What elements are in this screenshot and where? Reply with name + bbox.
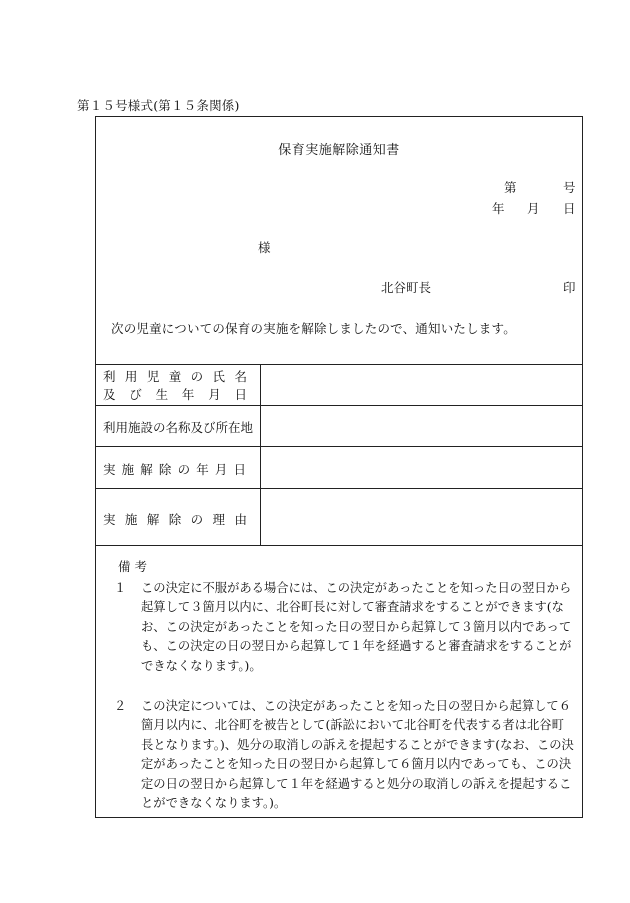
label-char: 及: [103, 387, 116, 402]
date-month: 月: [527, 201, 540, 216]
table-row-divider: [96, 405, 582, 406]
label-child-name-birthdate: [96, 367, 260, 403]
label-char: 月: [214, 462, 228, 477]
form-number: 第１５号様式(第１５条関係): [77, 98, 240, 113]
remark-item: [114, 697, 576, 813]
table-row-divider: [96, 446, 582, 447]
label-char: 月: [208, 387, 221, 402]
label-char: 日: [234, 387, 247, 402]
label-char: び: [129, 387, 142, 402]
label-chars: [103, 460, 246, 478]
label-char: 除: [158, 462, 172, 477]
label-char: 施: [124, 512, 138, 527]
remark-text: この決定に不服がある場合には、この決定があったことを知った日の翌日から起算して３箇月以内に、北谷町長に対して審査請求をすることができます(なお、この決定があったことを知った日の翌日から起算して３箇月以内であっても、この決定の日の翌日から起算して１年を経過すると審査請求をすることができなくなります。)。: [141, 581, 572, 673]
label-char: 理: [212, 512, 226, 527]
document-title: 保育実施解除通知書: [278, 143, 400, 158]
label-char: 由: [234, 512, 247, 527]
label-chars: [103, 510, 253, 528]
remark-number: ２: [114, 699, 127, 713]
label-char: の: [177, 462, 191, 477]
remarks-title: 備 考: [118, 559, 147, 574]
label-char: 施: [121, 462, 135, 477]
value-facility-name-address[interactable]: [261, 407, 582, 445]
doc-number-suffix: 号: [563, 180, 576, 195]
addressee-suffix: 様: [258, 240, 271, 255]
label-line-1: [103, 367, 253, 385]
label-char: 利: [103, 369, 116, 384]
label-char: 年: [196, 462, 209, 477]
date-year: 年: [492, 201, 505, 216]
label-facility-name-address: 利用施設の名称及び所在地: [103, 420, 254, 435]
label-char: 実: [103, 462, 116, 477]
label-char: 日: [233, 462, 246, 477]
label-char: 用: [124, 369, 138, 384]
notice-text: 次の児童についての保育の実施を解除しましたので、通知いたします。: [111, 321, 516, 336]
doc-number-prefix: 第: [504, 180, 517, 195]
label-char: 童: [168, 369, 182, 384]
seal-mark: 印: [563, 280, 576, 295]
table-top-border: [96, 364, 582, 365]
label-char: 解: [140, 462, 153, 477]
label-char: 名: [234, 369, 247, 384]
date-day: 日: [563, 201, 576, 216]
label-char: の: [190, 512, 204, 527]
label-char: 氏: [212, 369, 226, 384]
label-char: の: [190, 369, 204, 384]
label-termination-date: [96, 460, 260, 478]
label-char: 解: [146, 512, 160, 527]
value-termination-date[interactable]: [261, 448, 582, 487]
label-char: 除: [168, 512, 182, 527]
label-char: 年: [181, 387, 195, 402]
label-char: 実: [103, 512, 116, 527]
table-row-divider: [96, 488, 582, 489]
remark-number: １: [114, 581, 127, 595]
label-line-2: [103, 385, 253, 403]
notice-form-frame: [95, 116, 583, 818]
table-bottom-border: [96, 545, 582, 546]
label-char: 児: [146, 369, 160, 384]
remark-item: [114, 579, 576, 676]
value-termination-reason[interactable]: [261, 490, 582, 544]
issuer-name: 北谷町長: [381, 280, 432, 295]
label-termination-reason: [96, 510, 260, 528]
value-child-name-birthdate[interactable]: [261, 366, 582, 404]
remark-text: この決定については、この決定があったことを知った日の翌日から起算して６箇月以内に、北谷町を被告として(訴訟において北谷町を代表する者は北谷町長となります。)、処分の取消しの訴えを提起することができます(なお、この決定があったことを知った日の翌日から起算して６箇月以内であっても、この決定の日の翌日から起算して１年を経過すると処分の取消しの訴えを提起することができなくなります。)。: [141, 699, 574, 811]
label-char: 生: [155, 387, 169, 402]
